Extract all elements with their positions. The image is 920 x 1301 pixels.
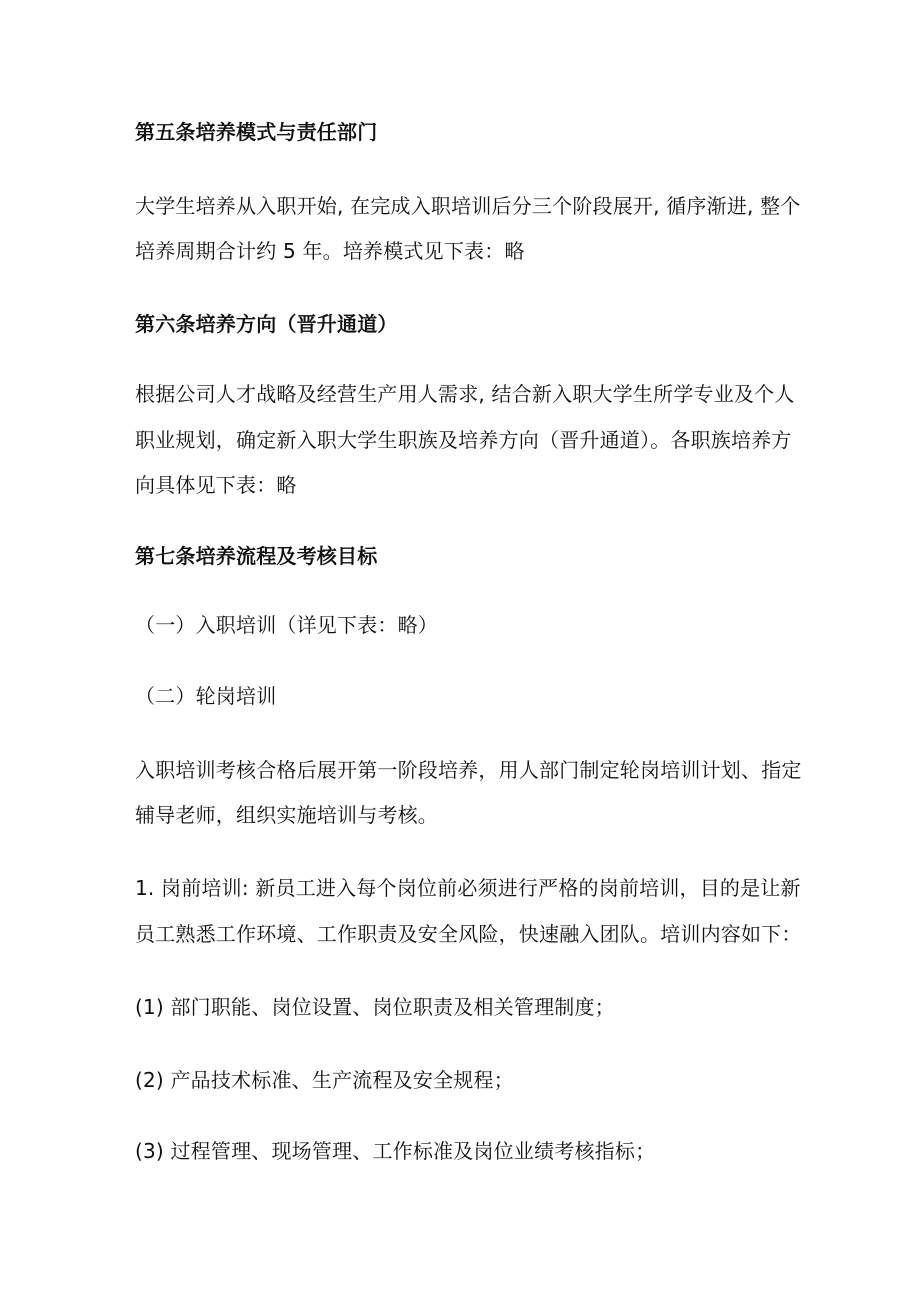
section-6-heading: 第六条培养方向（晋升通道） [135, 312, 398, 336]
section-7-list-item-3: (3) 过程管理、现场管理、工作标准及岗位业绩考核指标； [135, 1139, 656, 1163]
section-7-heading: 第七条培养流程及考核目标 [135, 544, 378, 568]
section-6-paragraph-line-2: 职业规划，确定新入职大学生职族及培养方向（晋升通道）。各职族培养方 [135, 428, 792, 452]
section-5-paragraph-line-2: 培养周期合计约 5 年。培养模式见下表：略 [135, 239, 525, 263]
section-7-paragraph-2-line-1: 1. 岗前培训: 新员工进入每个岗位前必须进行严格的岗前培训，目的是让新 [135, 876, 801, 900]
section-7-paragraph-1-line-1: 入职培训考核合格后展开第一阶段培养，用人部门制定轮岗培训计划、指定 [135, 758, 802, 782]
section-5-paragraph-line-1: 大学生培养从入职开始, 在完成入职培训后分三个阶段展开, 循序渐进, 整个 [135, 194, 801, 218]
section-7-paragraph-1-line-2: 辅导老师，组织实施培训与考核。 [135, 803, 438, 827]
section-7-subheading-2: （二）轮岗培训 [135, 684, 277, 708]
section-7-subheading-1: （一）入职培训（详见下表：略） [135, 613, 438, 637]
section-7-paragraph-2-line-2: 员工熟悉工作环境、工作职责及安全风险，快速融入团队。培训内容如下： [135, 922, 802, 946]
section-7-list-item-1: (1) 部门职能、岗位设置、岗位职责及相关管理制度； [135, 995, 615, 1019]
section-7-list-item-2: (2) 产品技术标准、生产流程及安全规程； [135, 1068, 514, 1092]
section-6-paragraph-line-3: 向具体见下表：略 [135, 473, 297, 497]
section-5-heading: 第五条培养模式与责任部门 [135, 120, 378, 144]
section-6-paragraph-line-1: 根据公司人才战略及经营生产用人需求, 结合新入职大学生所学专业及个人 [135, 382, 795, 406]
